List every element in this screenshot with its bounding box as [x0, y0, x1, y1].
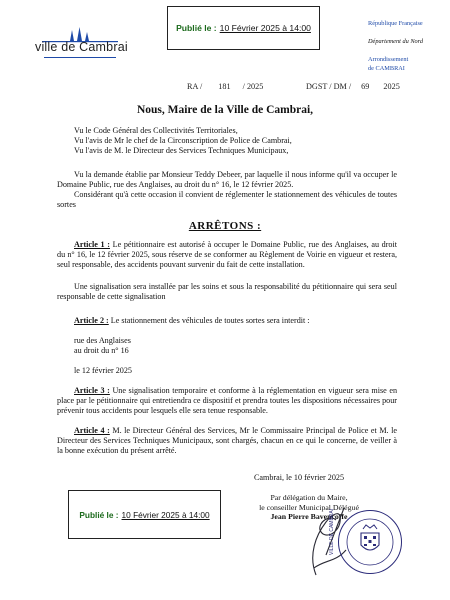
stamp-text: VILLE DE CAMBRAI: [329, 508, 335, 555]
signature-place-date: Cambrai, le 10 février 2025: [254, 473, 345, 482]
article-2-location: [74, 336, 131, 356]
article-1-text: Le pétitionnaire est autorisé à occuper le Domaine Public, rue des Anglaises, au droit du n° 16, le 12 février 2025, sous réserve de se conformer au Règlement de Voirie en vigueur et restera, seul responsable, des accidents pouvant survenir du fait de cette installation.: [57, 240, 397, 270]
visas-block: [74, 126, 292, 157]
visa-line: Vu l'avis de M. le Directeur des Services Techniques Municipaux,: [74, 146, 289, 156]
department-label: Département du Nord: [368, 38, 424, 45]
article-1-label: Article 1 :: [74, 240, 110, 249]
article-2-text: Le stationnement des véhicules de toutes sortes sera interdit :: [110, 316, 310, 325]
ra-number: 181: [218, 82, 231, 91]
arrondissement-name: de CAMBRAI: [368, 65, 405, 72]
publication-stamp-bottom: [68, 490, 221, 539]
stamp-emblem-icon: [339, 511, 401, 573]
ra-year: / 2025: [242, 82, 264, 91]
location-number: au droit du n° 16: [74, 346, 129, 356]
dgst-label: DGST / DM /: [306, 82, 352, 91]
ra-label: RA /: [187, 82, 203, 91]
article-3-paragraph: [57, 386, 397, 417]
arrondissement-label: Arrondissement: [368, 56, 409, 63]
article-2-paragraph: [57, 316, 397, 326]
city-logo: [30, 26, 130, 66]
dgst-reference: [306, 82, 400, 91]
signature-name: Jean Pierre Bavencoffe: [270, 512, 348, 522]
dgst-year: 2025: [383, 82, 400, 91]
visa-line: Vu l'avis de Mr le chef de la Circonscription de Police de Cambrai,: [74, 136, 292, 146]
publication-date: 10 Février 2025 à 14:00: [219, 23, 311, 33]
article-4-paragraph: [57, 426, 397, 457]
article-4-label: Article 4 :: [74, 426, 110, 435]
visa-line: Vu le Code Général des Collectivités Territoriales,: [74, 126, 238, 135]
ra-reference: [187, 82, 263, 91]
considerant-paragraph: Considérant qu'à cette occasion il convient de réglementer le stationnement des véhicules de toutes sortes: [57, 190, 397, 210]
publication-label: Publié le :: [176, 23, 217, 33]
dgst-number: 69: [361, 82, 370, 91]
article-2-label: Article 2 :: [74, 316, 109, 325]
page-title: Nous, Maire de la Ville de Cambrai,: [136, 104, 314, 116]
arretons-heading: ARRÊTONS :: [188, 220, 262, 232]
article-3-text: Une signalisation temporaire et conforme à la réglementation en vigueur sera mise en place par le pétitionnaire qui entretiendra ce dispositif et prendra toutes les dispositions nécessaires pour prévenir tous accidents pour lesquels elle sera tenue responsable.: [57, 386, 398, 416]
article-4-text: M. le Directeur Général des Services, Mr le Commissaire Principal de Police et M. le Directeur des Services Techniques Municipaux, sont chargés, chacun en ce qui le concerne, de veiller à la bonne exécution du présent arrêté.: [57, 426, 397, 456]
publication-stamp-top: [167, 6, 320, 50]
official-stamp: [329, 508, 402, 574]
signature-delegation: Par délégation du Maire,: [270, 493, 348, 502]
demande-paragraph: Vu la demande établie par Monsieur Teddy Debeer, par laquelle il nous informe qu'il va occuper le Domaine Public, rue des Anglaises, au droit du n° 16, le 12 février 2025.: [57, 170, 397, 190]
article-2-date: le 12 février 2025: [74, 366, 132, 375]
signature-conseiller: le conseiller Municipal Délégué: [259, 502, 359, 512]
location-street: rue des Anglaises: [74, 336, 131, 345]
city-logo-text: ville de Cambrai: [35, 40, 128, 54]
publication-date: 10 Février 2025 à 14:00: [121, 509, 210, 520]
article-1-signalisation: Une signalisation sera installée par les soins et sous la responsabilité du pétitionnaire qui sera seul responsable de cette signalisation: [57, 282, 397, 302]
republic-label: République Française: [368, 20, 423, 27]
article-1-paragraph: [57, 240, 397, 271]
article-3-label: Article 3 :: [74, 386, 110, 395]
logo-underline: [44, 57, 116, 58]
publication-label: Publié le :: [79, 509, 119, 520]
